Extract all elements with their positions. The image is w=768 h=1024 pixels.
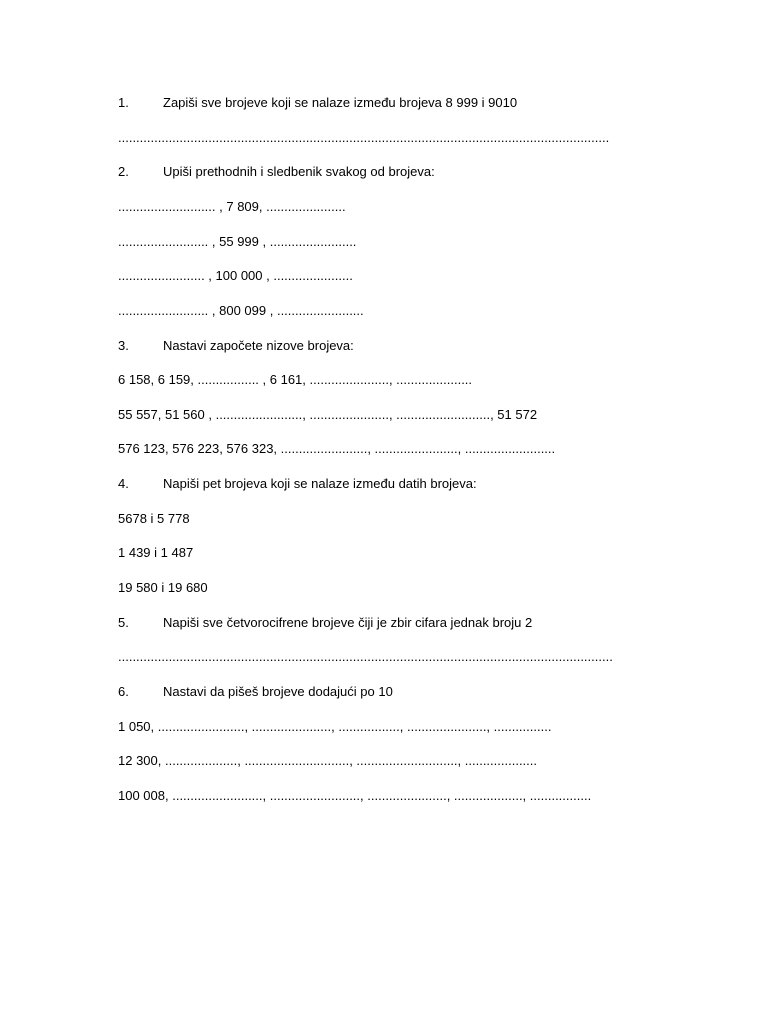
task-number: 6. xyxy=(118,684,129,699)
exercise-line: ........................... , 7 809, ...................... xyxy=(118,199,346,214)
exercise-line: ......................... , 800 099 , ........................ xyxy=(118,303,364,318)
task-text: Zapiši sve brojeve koji se nalaze između brojeva 8 999 i 9010 xyxy=(163,95,518,110)
answer-line: ........................................................................................................................................ xyxy=(118,130,610,145)
task-1-heading xyxy=(118,95,517,111)
exercise-line: ........................ , 100 000 , ...................... xyxy=(118,268,353,283)
task-number: 4. xyxy=(118,476,129,491)
task-number: 3. xyxy=(118,338,129,353)
task-number: 1. xyxy=(118,95,129,110)
exercise-line: 6 158, 6 159, ................. , 6 161, ......................, ..................... xyxy=(118,372,473,387)
exercise-line: ......................... , 55 999 , ........................ xyxy=(118,234,357,249)
answer-line: ......................................................................................................................................... xyxy=(118,649,613,664)
task-number: 5. xyxy=(118,615,129,630)
task-text: Nastavi da pišeš brojeve dodajući po 10 xyxy=(163,684,393,699)
exercise-line: 100 008, ........................., ........................., ......................, ..................., ................. xyxy=(118,788,592,803)
task-5-heading xyxy=(118,615,532,631)
exercise-line: 12 300, ...................., ............................., ............................, .................... xyxy=(118,753,538,768)
exercise-line: 1 439 i 1 487 xyxy=(118,545,194,560)
exercise-line: 5678 i 5 778 xyxy=(118,511,190,526)
exercise-line: 55 557, 51 560 , ........................, ......................, .........................., 51 572 xyxy=(118,407,538,422)
exercise-line: 576 123, 576 223, 576 323, ........................, ......................., ......................... xyxy=(118,441,556,456)
task-text: Napiši sve četvorocifrene brojeve čiji je zbir cifara jednak broju 2 xyxy=(163,615,533,630)
task-3-heading xyxy=(118,338,354,354)
task-text: Napiši pet brojeva koji se nalaze između datih brojeva: xyxy=(163,476,477,491)
task-2-heading xyxy=(118,164,435,180)
task-4-heading xyxy=(118,476,477,492)
task-number: 2. xyxy=(118,164,129,179)
task-text: Upiši prethodnih i sledbenik svakog od brojeva: xyxy=(163,164,435,179)
task-6-heading xyxy=(118,684,393,700)
exercise-line: 19 580 i 19 680 xyxy=(118,580,208,595)
exercise-line: 1 050, ........................, ......................, ................., ......................, ................ xyxy=(118,719,552,734)
task-text: Nastavi započete nizove brojeva: xyxy=(163,338,354,353)
